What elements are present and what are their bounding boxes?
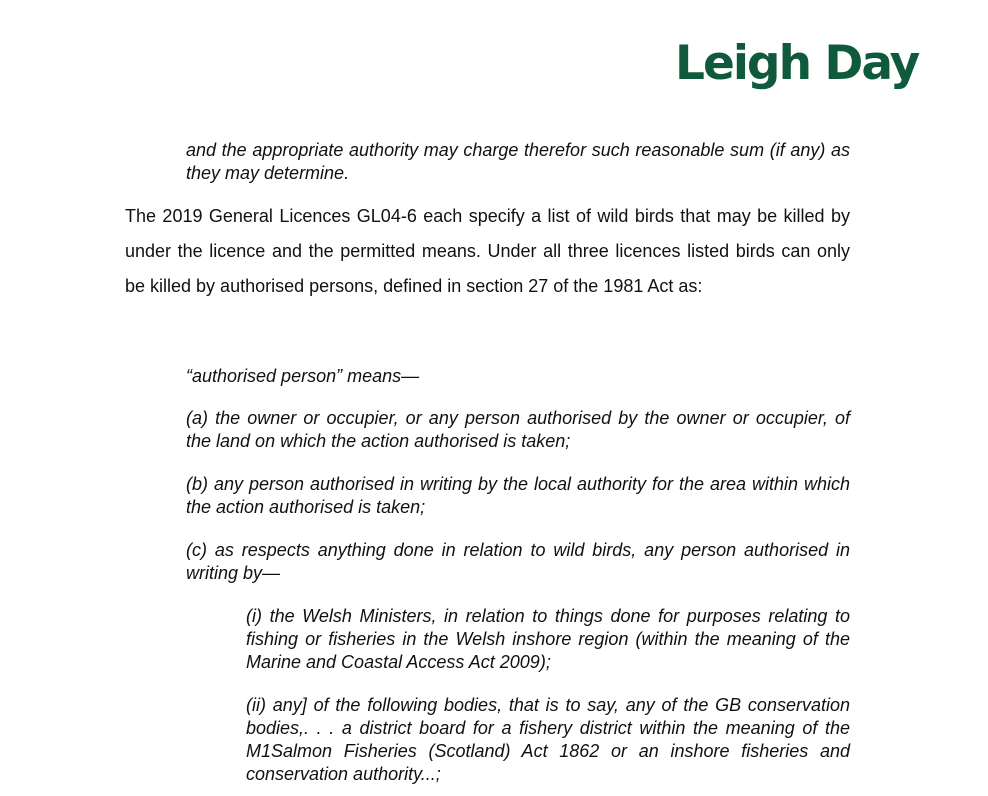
leigh-day-logo: Leigh Day — [675, 36, 919, 91]
quote-intro-paragraph: and the appropriate authority may charge therefor such reasonable sum (if any) as they may determine. — [186, 140, 850, 183]
definition-item-c-i: (i) the Welsh Ministers, in relation to things done for purposes relating to fishing or fisheries in the Welsh inshore region (within the meaning of the Marine and Coastal Access Act 2009); — [246, 606, 850, 672]
definition-item-c-ii: (ii) any] of the following bodies, that is to say, any of the GB conservation bodies,. . . a district board for a fishery district within the meaning of the M1Salmon Fisheries (Scotland) Act 1862 or an inshore fisheries and conservation authority...; — [246, 695, 850, 784]
definition-item-b: (b) any person authorised in writing by the local authority for the area within which the action authorised is taken; — [186, 474, 850, 517]
definition-heading: “authorised person” means— — [186, 366, 420, 386]
body-paragraph: The 2019 General Licences GL04-6 each specify a list of wild birds that may be killed by under the licence and the permitted means. Under all three licences listed birds can only be killed by authorised persons, defined in section 27 of the 1981 Act as: — [125, 206, 850, 296]
definition-item-c: (c) as respects anything done in relation to wild birds, any person authorised in writing by— — [186, 540, 850, 583]
definition-item-a: (a) the owner or occupier, or any person authorised by the owner or occupier, of the land on which the action authorised is taken; — [186, 408, 850, 451]
